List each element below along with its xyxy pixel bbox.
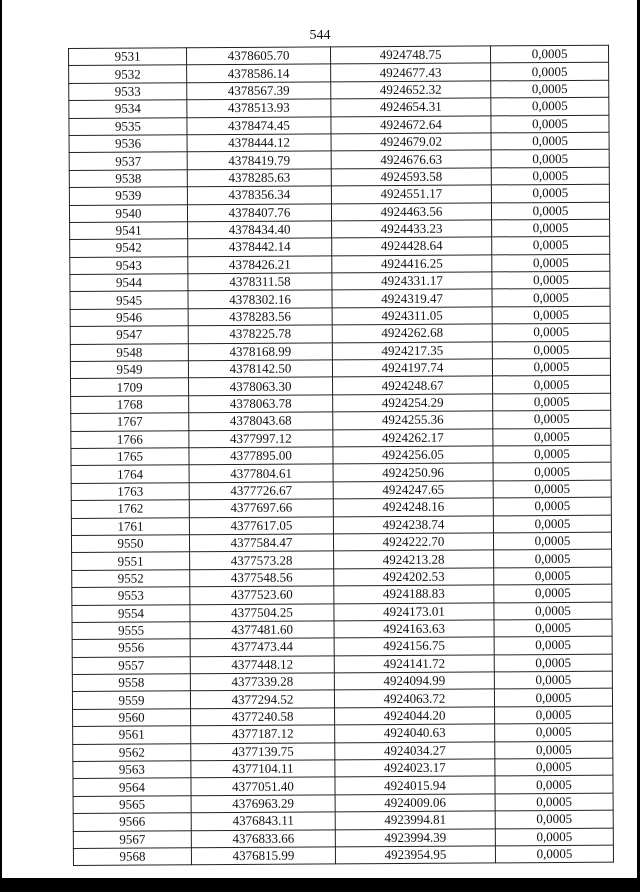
y-coordinate-cell: 4924156.75 [334, 637, 494, 655]
point-number-cell: 9542 [70, 239, 188, 257]
tolerance-cell: 0,0005 [495, 741, 613, 759]
y-coordinate-cell: 4924217.35 [332, 342, 492, 360]
point-number-cell: 9563 [73, 761, 191, 779]
point-number-cell: 9566 [73, 813, 191, 831]
scan-border-bottom [0, 878, 640, 892]
point-number-cell: 9555 [72, 622, 190, 640]
table-row [73, 845, 613, 866]
y-coordinate-cell: 4923954.95 [335, 846, 495, 864]
y-coordinate-cell: 4924197.74 [332, 359, 492, 377]
point-number-cell: 1765 [71, 448, 189, 466]
point-number-cell: 9537 [69, 152, 187, 170]
tolerance-cell: 0,0005 [493, 515, 611, 533]
x-coordinate-cell: 4378168.99 [188, 343, 332, 361]
y-coordinate-cell: 4924331.17 [332, 272, 492, 290]
y-coordinate-cell: 4924202.53 [334, 568, 494, 586]
y-coordinate-cell: 4924652.32 [331, 81, 491, 99]
x-coordinate-cell: 4377504.25 [190, 603, 334, 621]
x-coordinate-cell: 4377339.28 [190, 673, 334, 691]
x-coordinate-cell: 4378043.68 [189, 412, 333, 430]
tolerance-cell: 0,0005 [493, 410, 611, 428]
tolerance-cell: 0,0005 [494, 654, 612, 672]
x-coordinate-cell: 4376963.29 [191, 795, 335, 813]
point-number-cell: 1764 [71, 465, 189, 483]
x-coordinate-cell: 4377294.52 [190, 690, 334, 708]
tolerance-cell: 0,0005 [491, 167, 609, 185]
point-number-cell: 9554 [72, 604, 190, 622]
tolerance-cell: 0,0005 [495, 758, 613, 776]
point-number-cell: 9533 [69, 83, 187, 101]
tolerance-cell: 0,0005 [495, 776, 613, 794]
y-coordinate-cell: 4924654.31 [331, 98, 491, 116]
point-number-cell: 9558 [72, 674, 190, 692]
x-coordinate-cell: 4377473.44 [190, 638, 334, 656]
x-coordinate-cell: 4378434.40 [188, 221, 332, 239]
x-coordinate-cell: 4378407.76 [187, 203, 331, 221]
point-number-cell: 9564 [73, 778, 191, 796]
x-coordinate-cell: 4376843.11 [191, 812, 335, 830]
y-coordinate-cell: 4924262.68 [332, 324, 492, 342]
y-coordinate-cell: 4924250.96 [333, 463, 493, 481]
y-coordinate-cell: 4924248.16 [333, 498, 493, 516]
y-coordinate-cell: 4924463.56 [331, 202, 491, 220]
point-number-cell: 9539 [69, 187, 187, 205]
point-number-cell: 9556 [72, 639, 190, 657]
tolerance-cell: 0,0005 [491, 132, 609, 150]
x-coordinate-cell: 4376815.99 [191, 847, 335, 865]
x-coordinate-cell: 4378063.78 [189, 395, 333, 413]
point-number-cell: 9550 [71, 535, 189, 553]
x-coordinate-cell: 4378474.45 [187, 116, 331, 134]
y-coordinate-cell: 4924433.23 [332, 220, 492, 238]
y-coordinate-cell: 4924163.63 [334, 620, 494, 638]
y-coordinate-cell: 4924040.63 [335, 724, 495, 742]
x-coordinate-cell: 4377895.00 [189, 447, 333, 465]
y-coordinate-cell: 4924015.94 [335, 776, 495, 794]
y-coordinate-cell: 4924551.17 [331, 185, 491, 203]
y-coordinate-cell: 4924748.75 [330, 46, 490, 64]
tolerance-cell: 0,0005 [493, 532, 611, 550]
point-number-cell: 9553 [72, 587, 190, 605]
x-coordinate-cell: 4376833.66 [191, 829, 335, 847]
tolerance-cell: 0,0005 [494, 567, 612, 585]
point-number-cell: 9546 [70, 309, 188, 327]
y-coordinate-cell: 4924319.47 [332, 289, 492, 307]
tolerance-cell: 0,0005 [492, 271, 610, 289]
x-coordinate-cell: 4378513.93 [187, 99, 331, 117]
tolerance-cell: 0,0005 [491, 202, 609, 220]
tolerance-cell: 0,0005 [491, 115, 609, 133]
tolerance-cell: 0,0005 [494, 619, 612, 637]
y-coordinate-cell: 4924254.29 [333, 394, 493, 412]
tolerance-cell: 0,0005 [494, 636, 612, 654]
x-coordinate-cell: 4378283.56 [188, 308, 332, 326]
x-coordinate-cell: 4377240.58 [191, 708, 335, 726]
point-number-cell: 1761 [71, 517, 189, 535]
x-coordinate-cell: 4378225.78 [188, 325, 332, 343]
y-coordinate-cell: 4924188.83 [334, 585, 494, 603]
point-number-cell: 9567 [73, 830, 191, 848]
tolerance-cell: 0,0005 [491, 63, 609, 81]
tolerance-cell: 0,0005 [495, 706, 613, 724]
y-coordinate-cell: 4924063.72 [334, 689, 494, 707]
point-number-cell: 9531 [69, 48, 187, 66]
tolerance-cell: 0,0005 [493, 376, 611, 394]
x-coordinate-cell: 4378356.34 [187, 186, 331, 204]
x-coordinate-cell: 4377139.75 [191, 743, 335, 761]
point-number-cell: 9565 [73, 796, 191, 814]
y-coordinate-cell: 4924094.99 [334, 672, 494, 690]
tolerance-cell: 0,0005 [495, 793, 613, 811]
tolerance-cell: 0,0005 [495, 810, 613, 828]
x-coordinate-cell: 4378302.16 [188, 290, 332, 308]
tolerance-cell: 0,0005 [493, 428, 611, 446]
point-number-cell: 9543 [70, 256, 188, 274]
tolerance-cell: 0,0005 [495, 723, 613, 741]
y-coordinate-cell: 4924256.05 [333, 446, 493, 464]
y-coordinate-cell: 4923994.39 [335, 828, 495, 846]
x-coordinate-cell: 4378567.39 [187, 82, 331, 100]
point-number-cell: 9541 [70, 222, 188, 240]
tolerance-cell: 0,0005 [492, 358, 610, 376]
y-coordinate-cell: 4924238.74 [333, 515, 493, 533]
y-coordinate-cell: 4924311.05 [332, 307, 492, 325]
x-coordinate-cell: 4378426.21 [188, 256, 332, 274]
point-number-cell: 9549 [70, 361, 188, 379]
tolerance-cell: 0,0005 [492, 236, 610, 254]
x-coordinate-cell: 4378063.30 [189, 377, 333, 395]
tolerance-cell: 0,0005 [494, 671, 612, 689]
coordinates-table-body [69, 45, 614, 866]
point-number-cell: 9568 [73, 848, 191, 866]
point-number-cell: 1766 [71, 430, 189, 448]
y-coordinate-cell: 4924034.27 [335, 742, 495, 760]
x-coordinate-cell: 4377804.61 [189, 464, 333, 482]
tolerance-cell: 0,0005 [494, 584, 612, 602]
tolerance-cell: 0,0005 [492, 341, 610, 359]
x-coordinate-cell: 4378444.12 [187, 134, 331, 152]
tolerance-cell: 0,0005 [493, 463, 611, 481]
point-number-cell: 9532 [69, 65, 187, 83]
y-coordinate-cell: 4924213.28 [334, 550, 494, 568]
x-coordinate-cell: 4378285.63 [187, 169, 331, 187]
point-number-cell: 9557 [72, 656, 190, 674]
y-coordinate-cell: 4924023.17 [335, 759, 495, 777]
x-coordinate-cell: 4378605.70 [187, 47, 331, 65]
x-coordinate-cell: 4377617.05 [189, 516, 333, 534]
x-coordinate-cell: 4377997.12 [189, 429, 333, 447]
y-coordinate-cell: 4924173.01 [334, 602, 494, 620]
y-coordinate-cell: 4924593.58 [331, 168, 491, 186]
coordinates-table [68, 45, 614, 867]
y-coordinate-cell: 4924248.67 [333, 376, 493, 394]
tolerance-cell: 0,0005 [492, 254, 610, 272]
y-coordinate-cell: 4924672.64 [331, 115, 491, 133]
point-number-cell: 9548 [70, 343, 188, 361]
point-number-cell: 1709 [71, 378, 189, 396]
tolerance-cell: 0,0005 [492, 323, 610, 341]
x-coordinate-cell: 4378586.14 [187, 64, 331, 82]
point-number-cell: 9551 [72, 552, 190, 570]
point-number-cell: 1768 [71, 396, 189, 414]
x-coordinate-cell: 4377523.60 [190, 586, 334, 604]
tolerance-cell: 0,0005 [491, 97, 609, 115]
point-number-cell: 1767 [71, 413, 189, 431]
x-coordinate-cell: 4377481.60 [190, 621, 334, 639]
x-coordinate-cell: 4377726.67 [189, 482, 333, 500]
tolerance-cell: 0,0005 [492, 289, 610, 307]
y-coordinate-cell: 4924676.63 [331, 150, 491, 168]
x-coordinate-cell: 4377448.12 [190, 656, 334, 674]
tolerance-cell: 0,0005 [493, 445, 611, 463]
x-coordinate-cell: 4377697.66 [189, 499, 333, 517]
y-coordinate-cell: 4924262.17 [333, 429, 493, 447]
x-coordinate-cell: 4377187.12 [191, 725, 335, 743]
x-coordinate-cell: 4377051.40 [191, 777, 335, 795]
tolerance-cell: 0,0005 [494, 689, 612, 707]
x-coordinate-cell: 4377573.28 [190, 551, 334, 569]
y-coordinate-cell: 4924416.25 [332, 255, 492, 273]
tolerance-cell: 0,0005 [491, 80, 609, 98]
tolerance-cell: 0,0005 [495, 828, 613, 846]
x-coordinate-cell: 4377584.47 [189, 534, 333, 552]
y-coordinate-cell: 4924044.20 [335, 707, 495, 725]
point-number-cell: 9538 [69, 170, 187, 188]
tolerance-cell: 0,0005 [491, 150, 609, 168]
tolerance-cell: 0,0005 [495, 845, 613, 863]
y-coordinate-cell: 4924679.02 [331, 133, 491, 151]
x-coordinate-cell: 4377104.11 [191, 760, 335, 778]
point-number-cell: 9536 [69, 135, 187, 153]
page-number: 544 [309, 28, 331, 43]
point-number-cell: 9552 [72, 569, 190, 587]
point-number-cell: 1763 [71, 483, 189, 501]
point-number-cell: 9534 [69, 100, 187, 118]
tolerance-cell: 0,0005 [493, 393, 611, 411]
point-number-cell: 9559 [72, 691, 190, 709]
tolerance-cell: 0,0005 [494, 602, 612, 620]
x-coordinate-cell: 4378142.50 [188, 360, 332, 378]
y-coordinate-cell: 4924677.43 [331, 63, 491, 81]
coordinates-sheet [68, 45, 613, 867]
y-coordinate-cell: 4924255.36 [333, 411, 493, 429]
point-number-cell: 9535 [69, 117, 187, 135]
x-coordinate-cell: 4378419.79 [187, 151, 331, 169]
y-coordinate-cell: 4924009.06 [335, 794, 495, 812]
point-number-cell: 9560 [73, 709, 191, 727]
tolerance-cell: 0,0005 [493, 480, 611, 498]
y-coordinate-cell: 4923994.81 [335, 811, 495, 829]
point-number-cell: 9561 [73, 726, 191, 744]
x-coordinate-cell: 4377548.56 [190, 569, 334, 587]
tolerance-cell: 0,0005 [490, 45, 608, 63]
point-number-cell: 9545 [70, 291, 188, 309]
tolerance-cell: 0,0005 [492, 306, 610, 324]
tolerance-cell: 0,0005 [492, 219, 610, 237]
y-coordinate-cell: 4924428.64 [332, 237, 492, 255]
tolerance-cell: 0,0005 [493, 497, 611, 515]
point-number-cell: 9547 [70, 326, 188, 344]
tolerance-cell: 0,0005 [494, 550, 612, 568]
y-coordinate-cell: 4924141.72 [334, 655, 494, 673]
point-number-cell: 1762 [71, 500, 189, 518]
tolerance-cell: 0,0005 [491, 184, 609, 202]
y-coordinate-cell: 4924222.70 [333, 533, 493, 551]
y-coordinate-cell: 4924247.65 [333, 481, 493, 499]
scan-border-left [0, 0, 2, 892]
point-number-cell: 9544 [70, 274, 188, 292]
x-coordinate-cell: 4378311.58 [188, 273, 332, 291]
point-number-cell: 9562 [73, 743, 191, 761]
x-coordinate-cell: 4378442.14 [188, 238, 332, 256]
point-number-cell: 9540 [69, 204, 187, 222]
